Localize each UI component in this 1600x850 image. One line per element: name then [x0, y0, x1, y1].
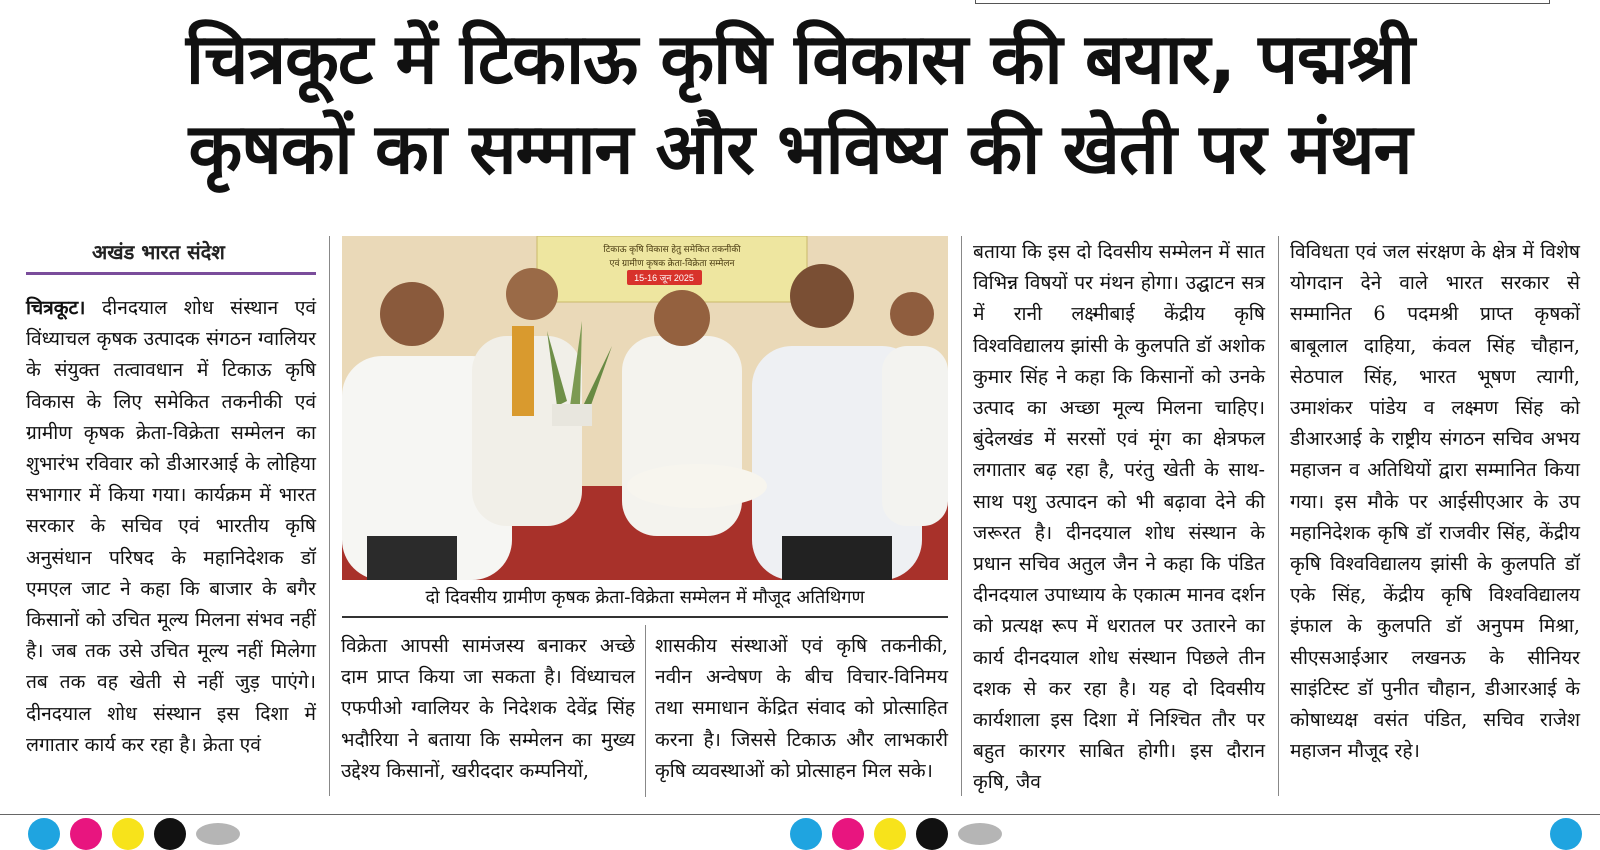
yellow-mark — [874, 818, 906, 850]
byline-rule — [26, 272, 316, 275]
article-column-1 — [26, 292, 316, 760]
article-column-5 — [1290, 236, 1580, 766]
article-column-5-text: विविधता एवं जल संरक्षण के क्षेत्र में विशेष योगदान देने वाले भारत सरकार से सम्मानित 6 पदमश्री प्राप्त कृषकों बाबूलाल दाहिया, कंवल सिंह चौहान, सेठपाल सिंह, भारत भूषण त्यागी, उमाशंकर पांडेय व लक्ष्मण सिंह को डीआरआई के राष्ट्रीय संगठन सचिव अभय महाजन व अतिथियों द्वारा सम्मानित किया गया। इस मौके पर आईसीएआर के उप महानिदेशक कृषि डॉ राजवीर सिंह, केंद्रीय कृषि विश्वविद्यालय झांसी के कुलपति डॉ एके सिंह, केंद्रीय कृषि विश्वविद्यालय इंफाल के कुलपति डॉ अनुपम मिश्रा, सीएसआईआर लखनऊ के सीनियर साइंटिस्ट डॉ पुनीत चौहान, डीआरआई के कोषाध्यक्ष वसंत पंडित, सचिव राजेश महाजन मौजूद रहे। — [1290, 240, 1580, 763]
byline: अखंड भारत संदेश — [92, 240, 225, 264]
column-divider — [645, 625, 646, 797]
top-rule — [975, 0, 1550, 4]
tray — [627, 464, 767, 508]
black-mark — [916, 818, 948, 850]
news-photo — [342, 236, 948, 580]
column-divider — [329, 236, 330, 796]
headline-line-1: चित्रकूट में टिकाऊ कृषि विकास की बयार, पद्मश्री — [185, 18, 1415, 100]
article-column-1-text: दीनदयाल शोध संस्थान एवं विंध्याचल कृषक उत्पादक संगठन ग्वालियर के संयुक्त तत्वावधान में टिकाऊ कृषि विकास के लिए समेकित तकनीकी एवं ग्रामीण कृषक क्रेता-विक्रेता सम्मेलन का शुभारंभ रविवार को डीआरआई के लोहिया सभागार में किया गया। कार्यक्रम में भारत सरकार के सचिव एवं भारतीय कृषि अनुसंधान परिषद के महानिदेशक डॉ एमएल जाट ने कहा कि बाजार के बगैर किसानों को उचित मूल्य मिलना संभव नहीं है। जब तक उसे उचित मूल्य नहीं मिलेगा तब तक वह खेती से नहीं जुड़ पाएंगे। दीनदयाल शोध संस्थान इस दिशा में लगातार कार्य कर रहा है। क्रेता एवं — [26, 296, 316, 756]
yellow-mark — [112, 818, 144, 850]
column-divider — [1278, 236, 1279, 796]
black-mark — [154, 818, 186, 850]
registration-marks-right — [1550, 818, 1582, 850]
registration-marks-center — [790, 818, 1002, 850]
gray-mark — [958, 823, 1002, 845]
cyan-mark — [790, 818, 822, 850]
article-column-4-text: बताया कि इस दो दिवसीय सम्मेलन में सात विभिन्न विषयों पर मंथन होगा। उद्घाटन सत्र में रानी लक्ष्मीबाई केंद्रीय कृषि विश्वविद्यालय झांसी के कुलपति डॉ अशोक कुमार सिंह ने कहा कि किसानों को उनके उत्पाद का अच्छा मूल्य मिलना चाहिए। बुंदेलखंड में सरसों एवं मूंग का क्षेत्रफल लगातार बढ़ रहा है, परंतु खेती के साथ-साथ पशु उत्पादन को भी बढ़ावा देने की जरूरत है। दीनदयाल शोध संस्थान के प्रधान सचिव अतुल जैन ने कहा कि पंडित दीनदयाल उपाध्याय के एकात्म मानव दर्शन को प्रत्यक्ष रूप में धरातल पर उतारने का कार्य दीनदयाल शोध संस्थान पिछले तीन दशक से कर रहा है। यह दो दिवसीय कार्यशाला इस दिशा में निश्चित तौर पर बहुत कारगर साबित होगी। इस दौरान कृषि, जैव — [973, 240, 1265, 794]
banner-line-1: टिकाऊ कृषि विकास हेतु समेकित तकनीकी — [603, 244, 741, 254]
banner-date: 15-16 जून 2025 — [634, 273, 694, 283]
photo-illustration — [342, 236, 948, 580]
headline — [30, 14, 1570, 194]
article-column-4 — [973, 236, 1265, 798]
banner-line-2: एवं ग्रामीण कृषक क्रेता-विक्रेता सम्मेलन — [609, 258, 735, 268]
magenta-mark — [832, 818, 864, 850]
article-column-2-text: विक्रेता आपसी सामंजस्य बनाकर अच्छे दाम प्राप्त किया जा सकता है। विंध्याचल एफपीओ ग्वालियर के निदेशक देवेंद्र सिंह भदौरिया ने बताया कि सम्मेलन का मुख्य उद्देश्य किसानों, खरीददार कम्पनियों, — [341, 634, 635, 782]
column-divider — [961, 236, 962, 796]
magenta-mark — [70, 818, 102, 850]
caption-rule — [342, 616, 948, 618]
dateline: चित्रकूट। — [26, 296, 86, 319]
cyan-mark — [1550, 818, 1582, 850]
gray-mark — [196, 823, 240, 845]
photo-caption: दो दिवसीय ग्रामीण कृषक क्रेता-विक्रेता सम्मेलन में मौजूद अतिथिगण — [425, 587, 865, 608]
registration-marks-left — [28, 818, 240, 850]
headline-line-2: कृषकों का सम्मान और भविष्य की खेती पर मंथन — [188, 108, 1412, 190]
article-column-3-text: शासकीय संस्थाओं एवं कृषि तकनीकी, नवीन अन्वेषण के बीच विचार-विनिमय तथा समाधान केंद्रित संवाद को प्रोत्साहित करना है। जिससे टिकाऊ और लाभकारी कृषि व्यवस्थाओं को प्रोत्साहन मिल सके। — [655, 634, 948, 782]
article-column-3 — [655, 630, 948, 786]
cyan-mark — [28, 818, 60, 850]
bottom-rule — [0, 814, 1600, 815]
article-column-2 — [341, 630, 635, 786]
